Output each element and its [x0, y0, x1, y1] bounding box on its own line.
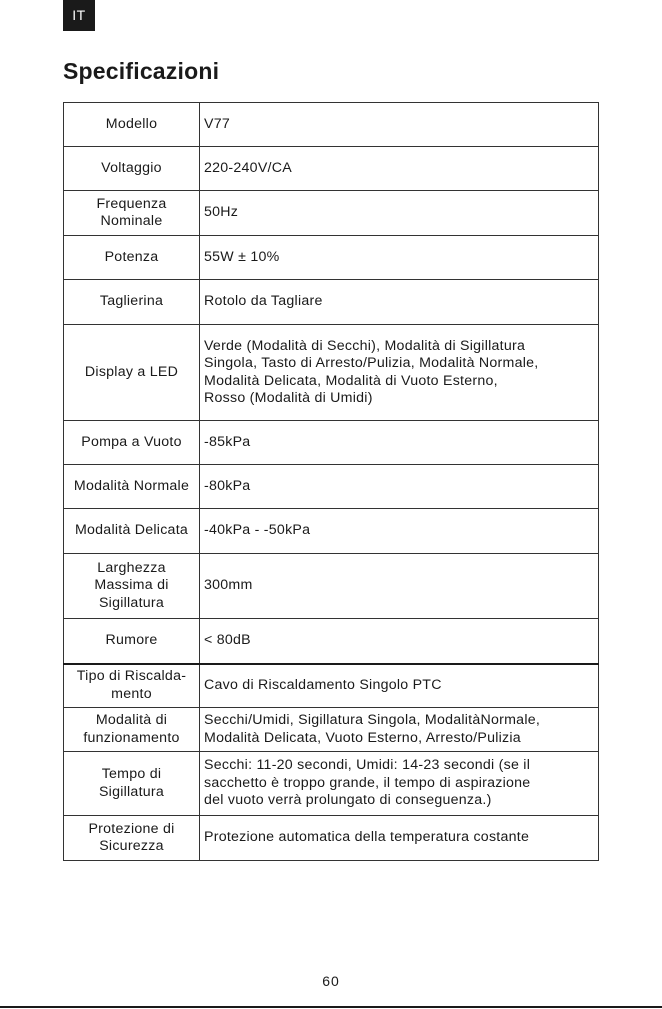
spec-label-text: Tempo di Sigillatura — [98, 766, 165, 800]
spec-value: 55W ± 10% — [200, 236, 599, 280]
spec-value: Cavo di Riscaldamento Singolo PTC — [200, 664, 599, 708]
spec-label — [64, 509, 200, 554]
spec-label-text: Protezione di Sicurezza — [88, 820, 175, 854]
language-badge: IT — [63, 0, 95, 31]
table-row — [64, 325, 599, 421]
spec-label — [64, 708, 200, 752]
table-row — [64, 708, 599, 752]
spec-value: V77 — [200, 103, 599, 147]
table-row — [64, 554, 599, 619]
spec-value: 50Hz — [200, 191, 599, 236]
spec-label-text: Modalità di funzionamento — [83, 712, 180, 746]
spec-label-text: Tipo di Riscalda- mento — [76, 668, 187, 702]
spec-label-text: Pompa a Vuoto — [81, 433, 182, 450]
spec-value: < 80dB — [200, 619, 599, 664]
spec-label — [64, 191, 200, 236]
table-row — [64, 421, 599, 465]
spec-label — [64, 325, 200, 421]
spec-label-text: Taglierina — [99, 293, 164, 310]
spec-label-text: Rumore — [105, 632, 158, 648]
spec-label — [64, 465, 200, 509]
spec-label — [64, 147, 200, 191]
spec-label-text: Modalità Delicata — [74, 522, 189, 539]
specifications-table — [63, 102, 599, 861]
table-row — [64, 191, 599, 236]
spec-label — [64, 421, 200, 465]
spec-value: Secchi: 11-20 secondi, Umidi: 14-23 secondi (se il sacchetto è troppo grande, il tempo di aspirazione del vuoto verrà prolungato di conseguenza.) — [200, 752, 599, 816]
spec-label — [64, 280, 200, 325]
table-row — [64, 236, 599, 280]
spec-label-text: Modello — [105, 115, 158, 132]
table-row — [64, 465, 599, 509]
spec-label — [64, 103, 200, 147]
table-row — [64, 752, 599, 816]
spec-label — [64, 664, 200, 708]
spec-label — [64, 752, 200, 816]
table-row — [64, 619, 599, 664]
spec-label-text: Potenza — [104, 248, 159, 265]
table-row — [64, 280, 599, 325]
spec-value: -85kPa — [200, 421, 599, 465]
spec-label — [64, 236, 200, 280]
page-number: 60 — [322, 973, 340, 989]
spec-value: 220-240V/CA — [200, 147, 599, 191]
page-title: Specificazioni — [63, 58, 220, 84]
spec-label — [64, 619, 200, 664]
spec-value: 300mm — [200, 554, 599, 619]
table-row — [64, 816, 599, 861]
spec-label — [64, 816, 200, 861]
table-row — [64, 509, 599, 554]
spec-value: -80kPa — [200, 465, 599, 509]
table-row — [64, 147, 599, 191]
spec-value: Secchi/Umidi, Sigillatura Singola, ModalitàNormale, Modalità Delicata, Vuoto Esterno, Arresto/Pulizia — [200, 708, 599, 752]
spec-value: Protezione automatica della temperatura costante — [200, 816, 599, 861]
spec-label-text: Modalità Normale — [73, 477, 190, 494]
spec-label-text: Display a LED — [84, 363, 179, 380]
bottom-divider — [0, 1006, 662, 1008]
table-row — [64, 103, 599, 147]
spec-value: Verde (Modalità di Secchi), Modalità di Sigillatura Singola, Tasto di Arresto/Pulizia, Modalità Normale, Modalità Delicata, Modalità di Vuoto Esterno, Rosso (Modalità di Umidi) — [200, 325, 599, 421]
spec-label-text: Frequenza Nominale — [96, 195, 167, 229]
spec-value: Rotolo da Tagliare — [200, 280, 599, 325]
spec-label — [64, 554, 200, 619]
spec-label-text: Voltaggio — [101, 159, 162, 176]
table-row — [64, 664, 599, 708]
spec-label-text: Larghezza Massima di Sigillatura — [94, 559, 169, 611]
spec-value: -40kPa - -50kPa — [200, 509, 599, 554]
